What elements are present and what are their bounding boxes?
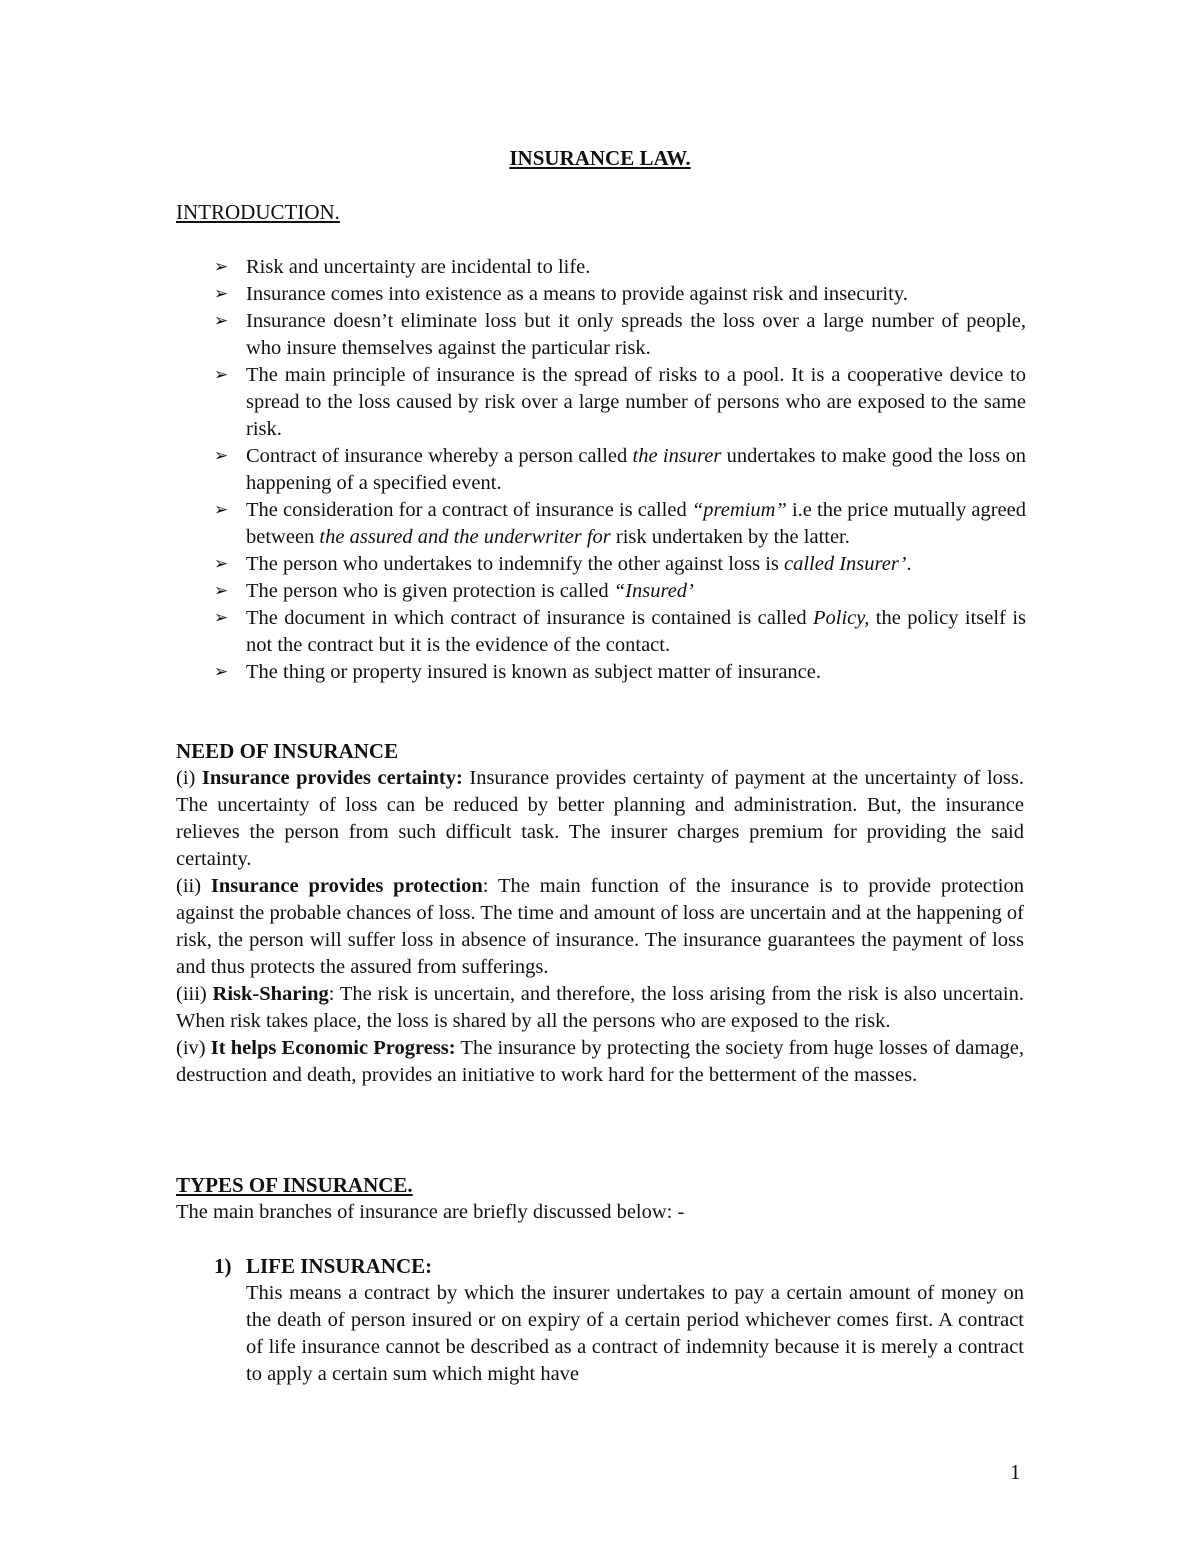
arrowhead-bullet-icon: ➢ (214, 365, 229, 385)
list-item: ➢ The main principle of insurance is the spread of risks to a pool. It is a cooperative device to spread to the loss caused by risk over a large number of persons who are exposed to the same risk. (214, 364, 1026, 440)
list-item: ➢ Insurance comes into existence as a means to provide against risk and insecurity. (214, 281, 1026, 308)
arrowhead-bullet-icon: ➢ (214, 311, 229, 331)
need-item: (ii) Insurance provides protection: The main function of the insurance is to provide protection against the probable chances of loss. The time and amount of loss are uncertain and at the happening of risk, the person will suffer loss in absence of insurance. The insurance guarantees the payment of loss and thus protects the assured from sufferings. (176, 875, 1025, 978)
list-item: ➢ Contract of insurance whereby a person called the insurer undertakes to make good the loss on happening of a specified event. (214, 445, 1026, 494)
list-item: ➢ Insurance doesn’t eliminate loss but it only spreads the loss over a large number of people, who insure themselves against the particular risk. (214, 310, 1026, 359)
list-item: ➢ The person who is given protection is called “Insured’ (214, 578, 1026, 605)
page-number: 1 (1010, 1460, 1021, 1484)
life-insurance-heading: 1) LIFE INSURANCE: (214, 1254, 433, 1278)
need-item: (i) Insurance provides certainty: Insurance provides certainty of payment at the uncertainty of loss. The uncertainty of loss can be reduced by better planning and administration. But, the insurance relieves the person from such difficult task. The insurer charges premium for providing the said certainty. (176, 767, 1024, 870)
introduction-bullet-list (214, 254, 1026, 686)
arrowhead-bullet-icon: ➢ (214, 446, 229, 466)
types-heading: TYPES OF INSURANCE. (176, 1173, 413, 1197)
need-heading: NEED OF INSURANCE (176, 739, 399, 763)
need-item: (iv) It helps Economic Progress: The insurance by protecting the society from huge losses of damage, destruction and death, provides an initiative to work hard for the betterment of the masses. (176, 1037, 1024, 1086)
list-item: ➢ The consideration for a contract of insurance is called “premium” i.e the price mutually agreed between the assured and the underwriter for risk undertaken by the latter. (214, 499, 1026, 548)
list-item: ➢ The thing or property insured is known as subject matter of insurance. (214, 659, 1026, 686)
document-title: INSURANCE LAW. (509, 146, 691, 170)
arrowhead-bullet-icon: ➢ (214, 662, 229, 682)
list-item: ➢ The person who undertakes to indemnify the other against loss is called Insurer’. (214, 551, 1026, 578)
need-item: (iii) Risk-Sharing: The risk is uncertain, and therefore, the loss arising from the risk is also uncertain. When risk takes place, the loss is shared by all the persons who are exposed to the risk. (176, 983, 1024, 1032)
arrowhead-bullet-icon: ➢ (214, 257, 229, 277)
list-item: ➢ Risk and uncertainty are incidental to life. (214, 254, 1026, 281)
arrowhead-bullet-icon: ➢ (214, 500, 229, 520)
life-insurance-section (214, 1253, 1024, 1388)
life-insurance-text: This means a contract by which the insurer undertakes to pay a certain amount of money on the death of person insured or on expiry of a certain period whichever comes first. A contract of life insurance cannot be described as a contract of indemnity because it is merely a contract to apply a certain sum which might have (246, 1282, 1024, 1385)
arrowhead-bullet-icon: ➢ (214, 554, 229, 574)
introduction-heading: INTRODUCTION. (176, 200, 340, 224)
list-item: ➢ The document in which contract of insurance is contained is called Policy, the policy itself is not the contract but it is the evidence of the contact. (214, 607, 1026, 656)
arrowhead-bullet-icon: ➢ (214, 284, 229, 304)
arrowhead-bullet-icon: ➢ (214, 608, 229, 628)
need-section (176, 765, 1024, 1089)
types-intro: The main branches of insurance are briefly discussed below: - (176, 1201, 685, 1223)
arrowhead-bullet-icon: ➢ (214, 581, 229, 601)
